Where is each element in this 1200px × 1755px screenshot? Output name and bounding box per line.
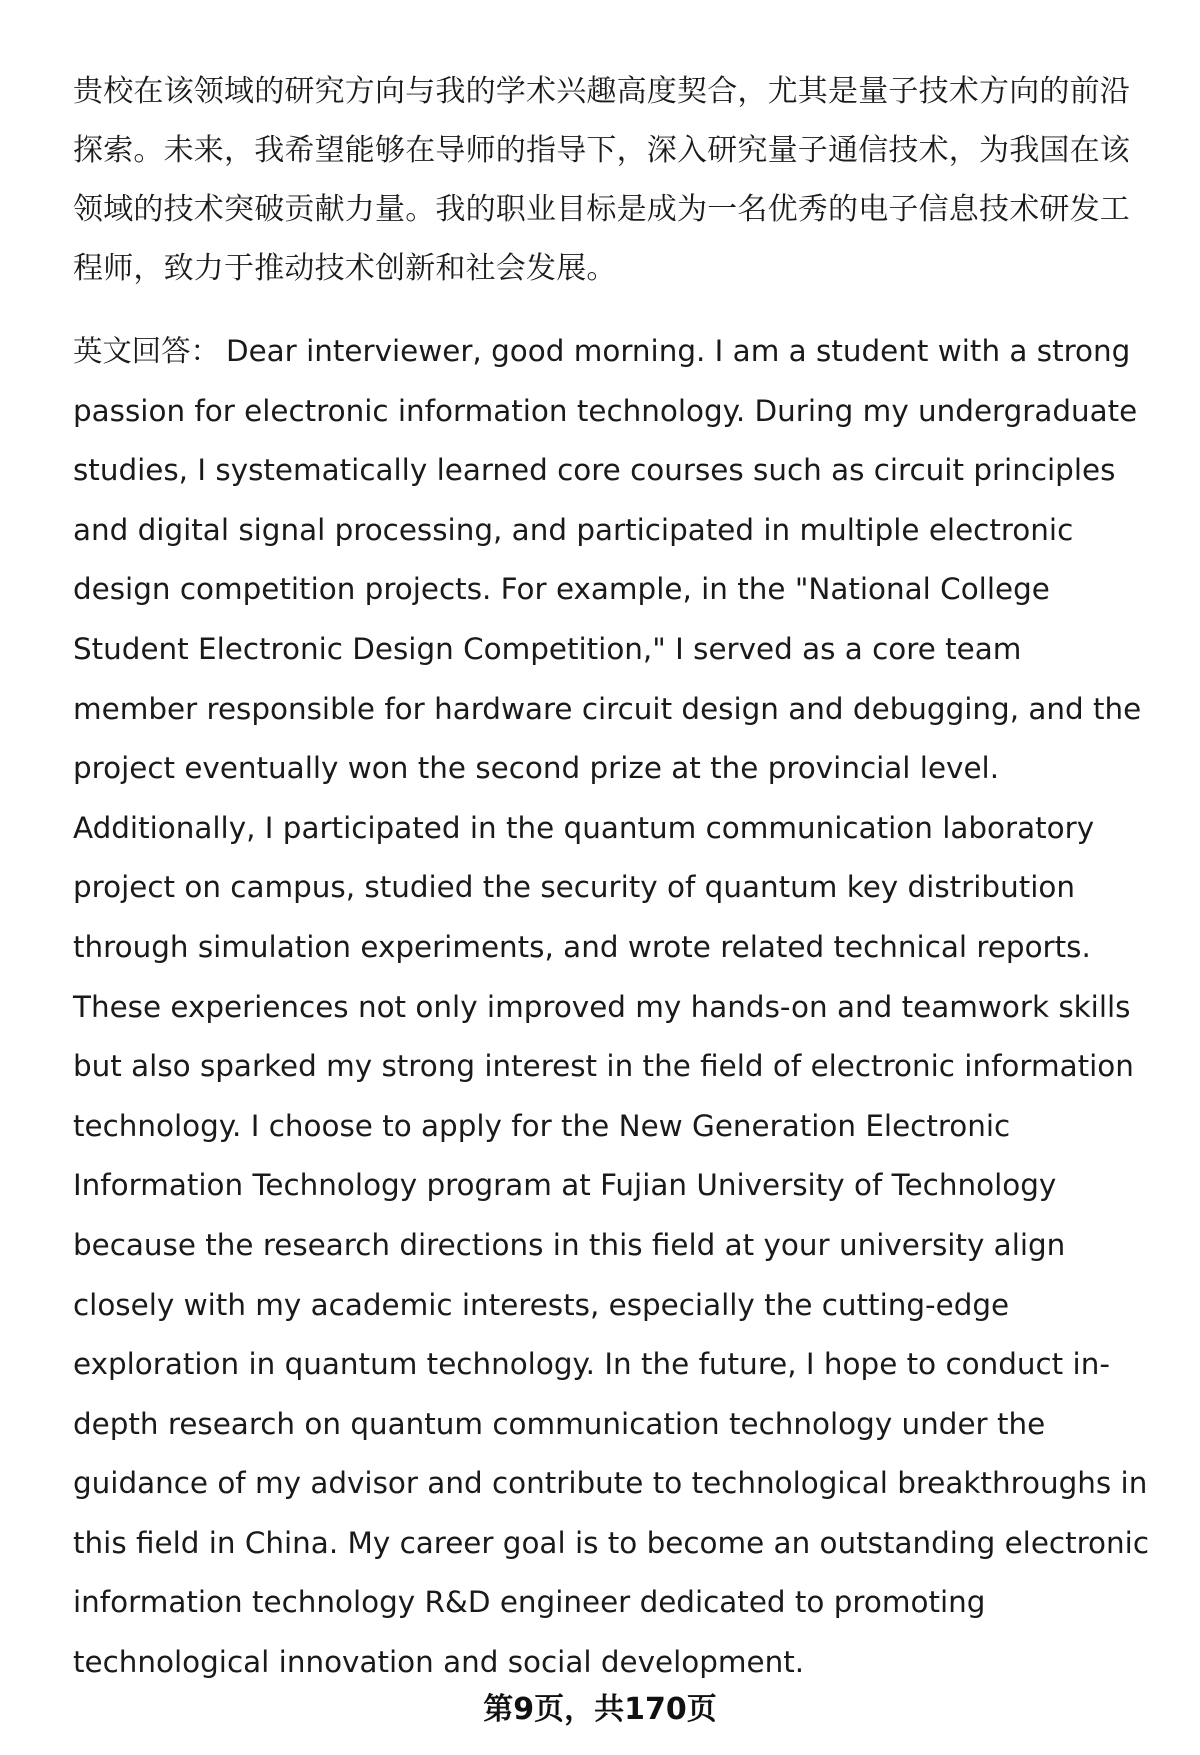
page-number-footer: 第9页，共170页 bbox=[483, 1692, 717, 1727]
english-answer-paragraph bbox=[73, 322, 1153, 1693]
english-answer-text: Dear interviewer, good morning. I am a student with a strong passion for electronic information technology. During my undergraduate studies, I systematically learned core courses such as circuit principles and digital signal processing, and participated in multiple electronic design competition projects. For example, in the "National College Student Electronic Design Competition," I served as a core team member responsible for hardware circuit design and debugging, and the project eventually won the second prize at the provincial level. Additionally, I participated in the quantum communication laboratory project on campus, studied the security of quantum key distribution through simulation experiments, and wrote related technical reports. These experiences not only improved my hands-on and teamwork skills but also sparked my strong interest in the field of electronic information technology. I choose to apply for the New Generation Electronic Information Technology program at Fujian University of Technology because the research directions in this field at your university align closely with my academic interests, especially the cutting-edge exploration in quantum technology. In the future, I hope to conduct in-depth research on quantum communication technology under the guidance of my advisor and contribute to technological breakthroughs in this field in China. My career goal is to become an outstanding electronic information technology R&D engineer dedicated to promoting technological innovation and social development. bbox=[73, 334, 1149, 1680]
document-body bbox=[73, 62, 1153, 1693]
english-answer-label: 英文回答： bbox=[73, 334, 220, 368]
chinese-answer-paragraph: 贵校在该领域的研究方向与我的学术兴趣高度契合，尤其是量子技术方向的前沿探索。未来，我希望能够在导师的指导下，深入研究量子通信技术，为我国在该领域的技术突破贡献力量。我的职业目标是成为一名优秀的电子信息技术研发工程师，致力于推动技术创新和社会发展。 bbox=[73, 74, 1130, 286]
